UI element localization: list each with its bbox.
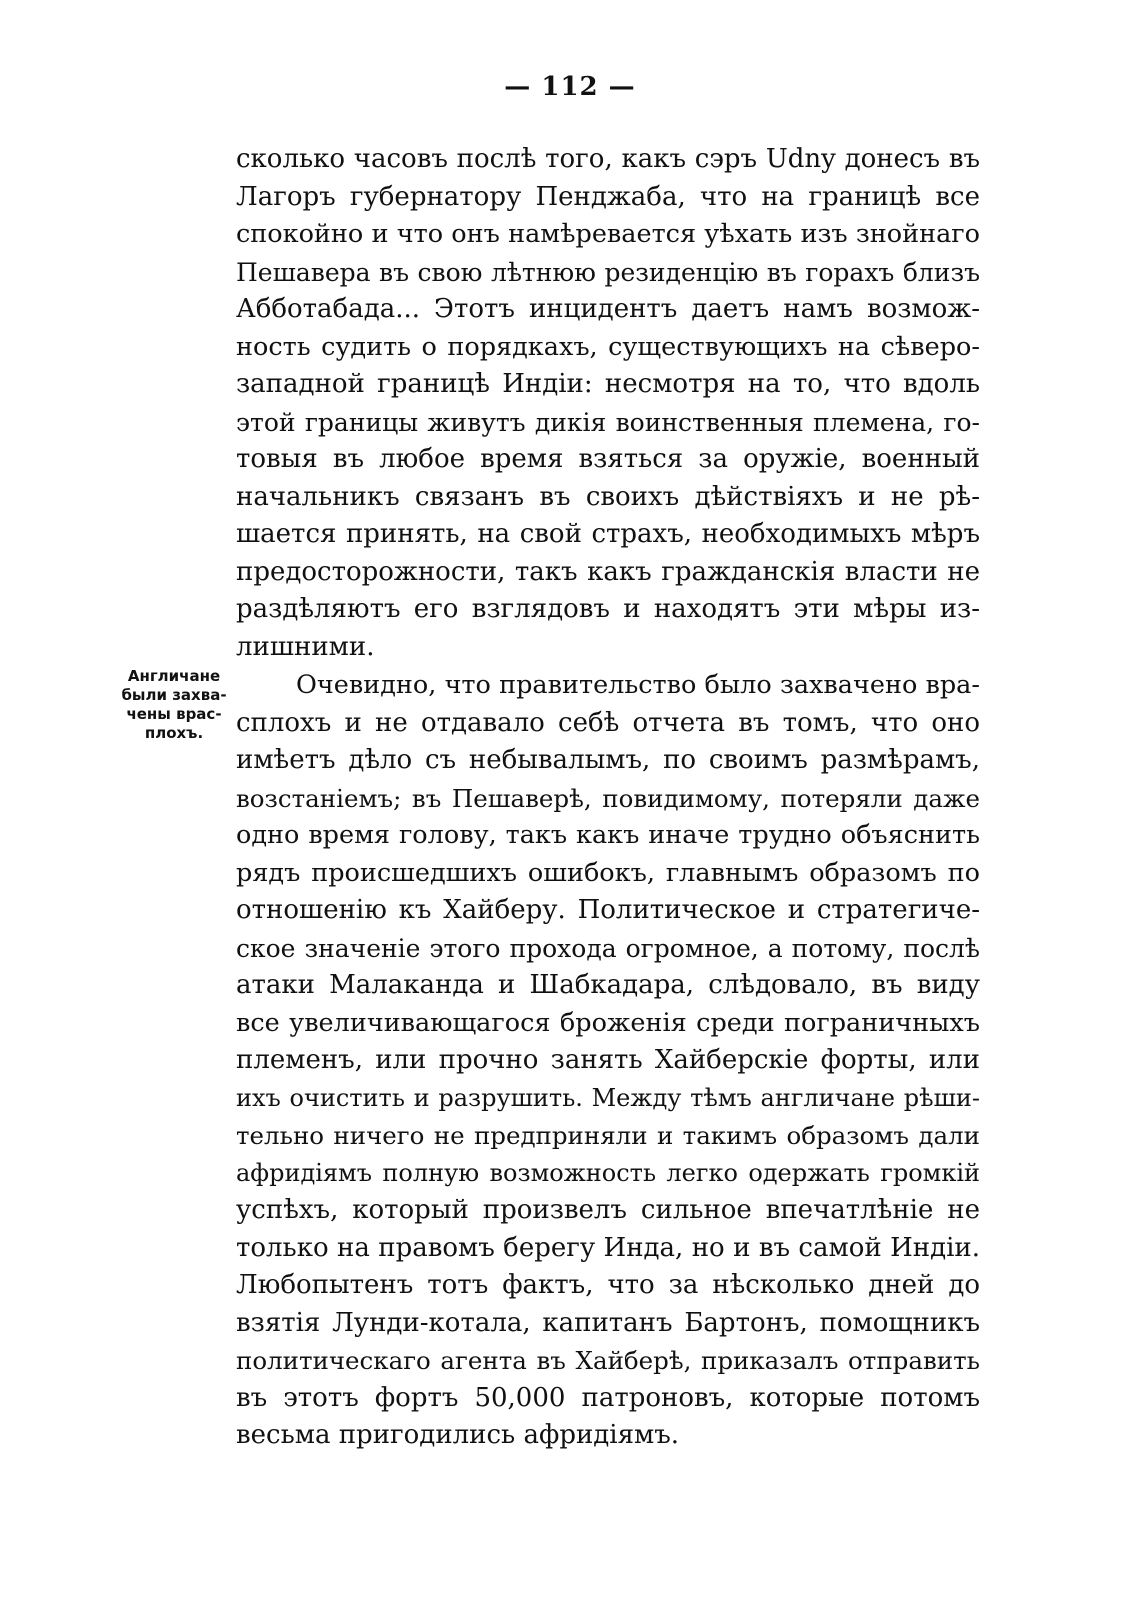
text-line: племенъ, или прочно занять Хайберскіе форты, или <box>236 1045 980 1075</box>
text-line: политическаго агента въ Хайберѣ, приказалъ отправить <box>236 1346 980 1375</box>
text-line: западной границѣ Индіи: несмотря на то, что вдоль <box>236 369 980 399</box>
paragraph <box>236 667 980 1455</box>
text-line: Абботабада... Этотъ инцидентъ даетъ намъ возмож- <box>236 294 980 324</box>
text-line: возстаніемъ; въ Пешаверѣ, повидимому, потеряли даже <box>236 783 980 813</box>
text-line: ность судить о порядкахъ, существующихъ на сѣверо- <box>236 331 980 362</box>
margin-note-line: были захва- <box>121 686 227 704</box>
text-line: предосторожности, такъ какъ гражданскія власти не <box>236 556 980 587</box>
text-line: раздѣляютъ его взглядовъ и находятъ эти мѣры из- <box>236 594 980 624</box>
margin-note-line: Англичане <box>127 667 221 685</box>
text-line: начальникъ связанъ въ своихъ дѣйствіяхъ и не рѣ- <box>236 481 980 512</box>
text-line: Очевидно, что правительство было захвачено вра- <box>296 670 980 700</box>
text-line: Лагоръ губернатору Пенджаба, что на границѣ все <box>236 181 980 212</box>
page-number: — 112 — <box>504 72 636 102</box>
text-line: только на правомъ берегу Инда, но и въ самой Индіи. <box>236 1232 980 1263</box>
text-line: одно время голову, такъ какъ иначе трудно объяснить <box>236 820 980 850</box>
text-line: отношенію къ Хайберу. Политическое и стратегиче- <box>236 895 980 925</box>
text-line: шается принять, на свой страхъ, необходимыхъ мѣръ <box>236 519 980 549</box>
text-line: сколько часовъ послѣ того, какъ сэръ Udny донесъ въ <box>236 144 980 174</box>
text-line: ихъ очистить и разрушить. Между тѣмъ англичане рѣши- <box>236 1083 980 1112</box>
text-line: ское значеніе этого прохода огромное, а потому, послѣ <box>236 933 980 963</box>
paragraph-continued <box>236 141 980 666</box>
text-line: успѣхъ, который произвелъ сильное впечатлѣніе не <box>236 1195 980 1225</box>
margin-note-line: плохъ. <box>144 724 204 742</box>
text-line: атаки Малаканда и Шабкадара, слѣдовало, въ виду <box>236 970 980 1000</box>
text-line: сплохъ и не отдавало себѣ отчета въ томъ, что оно <box>236 707 980 738</box>
text-line: афридіямъ полную возможность легко одержать громкій <box>236 1158 980 1187</box>
text-line: тельно ничего не предприняли и такимъ образомъ дали <box>236 1121 980 1150</box>
text-line: спокойно и что онъ намѣревается уѣхать изъ знойнаго <box>236 219 980 249</box>
text-line: этой границы живутъ дикія воинственныя племена, го- <box>236 407 980 437</box>
text-line: лишними. <box>236 631 375 662</box>
text-line: все увеличивающагося броженія среди пограничныхъ <box>236 1007 980 1038</box>
text-line: Любопытенъ тотъ фактъ, что за нѣсколько дней до <box>236 1270 980 1300</box>
margin-note-line: чены врас- <box>126 705 222 723</box>
text-line: Пешавера въ свою лѣтнюю резиденцію въ горахъ близъ <box>236 257 980 287</box>
text-line: имѣетъ дѣло съ небывалымъ, по своимъ размѣрамъ, <box>236 745 980 775</box>
text-line: рядъ происшедшихъ ошибокъ, главнымъ образомъ по <box>236 857 980 888</box>
text-line: взятія Лунди-котала, капитанъ Бартонъ, помощникъ <box>236 1307 980 1338</box>
text-line: въ этотъ фортъ 50,000 патроновъ, которые потомъ <box>236 1382 980 1413</box>
text-line: весьма пригодились афридіямъ. <box>236 1420 680 1450</box>
text-line: товыя въ любое время взяться за оружіе, военный <box>236 444 980 474</box>
margin-note <box>118 667 230 743</box>
